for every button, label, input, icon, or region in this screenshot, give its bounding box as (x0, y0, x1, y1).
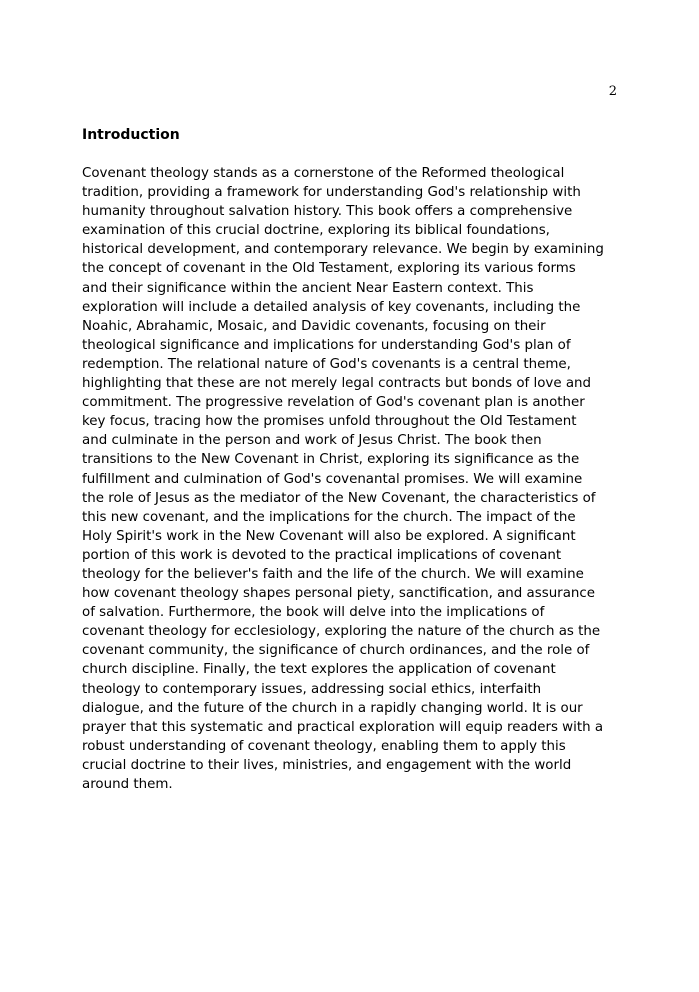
section-heading: Introduction (82, 127, 180, 143)
page-number: 2 (608, 84, 617, 99)
section-body-paragraph: Covenant theology stands as a cornerstone of the Reformed theological tradition, providing a framework for understanding God's relationship with humanity throughout salvation history. This book offers a comprehensive examination of this crucial doctrine, exploring its biblical foundations, historical development, and contemporary relevance. We begin by examining the concept of covenant in the Old Testament, exploring its various forms and their significance within the ancient Near Eastern context. This exploration will include a detailed analysis of key covenants, including the Noahic, Abrahamic, Mosaic, and Davidic covenants, focusing on their theological significance and implications for understanding God's plan of redemption. The relational nature of God's covenants is a central theme, highlighting that these are not merely legal contracts but bonds of love and commitment. The progressive revelation of God's covenant plan is another key focus, tracing how the promises unfold throughout the Old Testament and culminate in the person and work of Jesus Christ. The book then transitions to the New Covenant in Christ, exploring its significance as the fulfillment and culmination of God's covenantal promises. We will examine the role of Jesus as the mediator of the New Covenant, the characteristics of this new covenant, and the implications for the church. The impact of the Holy Spirit's work in the New Covenant will also be explored. A significant portion of this work is devoted to the practical implications of covenant theology for the believer's faith and the life of the church. We will examine how covenant theology shapes personal piety, sanctification, and assurance of salvation. Furthermore, the book will delve into the implications of covenant theology for ecclesiology, exploring the nature of the church as the covenant community, the significance of church ordinances, and the role of church discipline. Finally, the text explores the application of covenant theology to contemporary issues, addressing social ethics, interfaith dialogue, and the future of the church in a rapidly changing world. It is our prayer that this systematic and practical exploration will equip readers with a robust understanding of covenant theology, enabling them to apply this crucial doctrine to their lives, ministries, and engagement with the world around them. (82, 166, 604, 792)
